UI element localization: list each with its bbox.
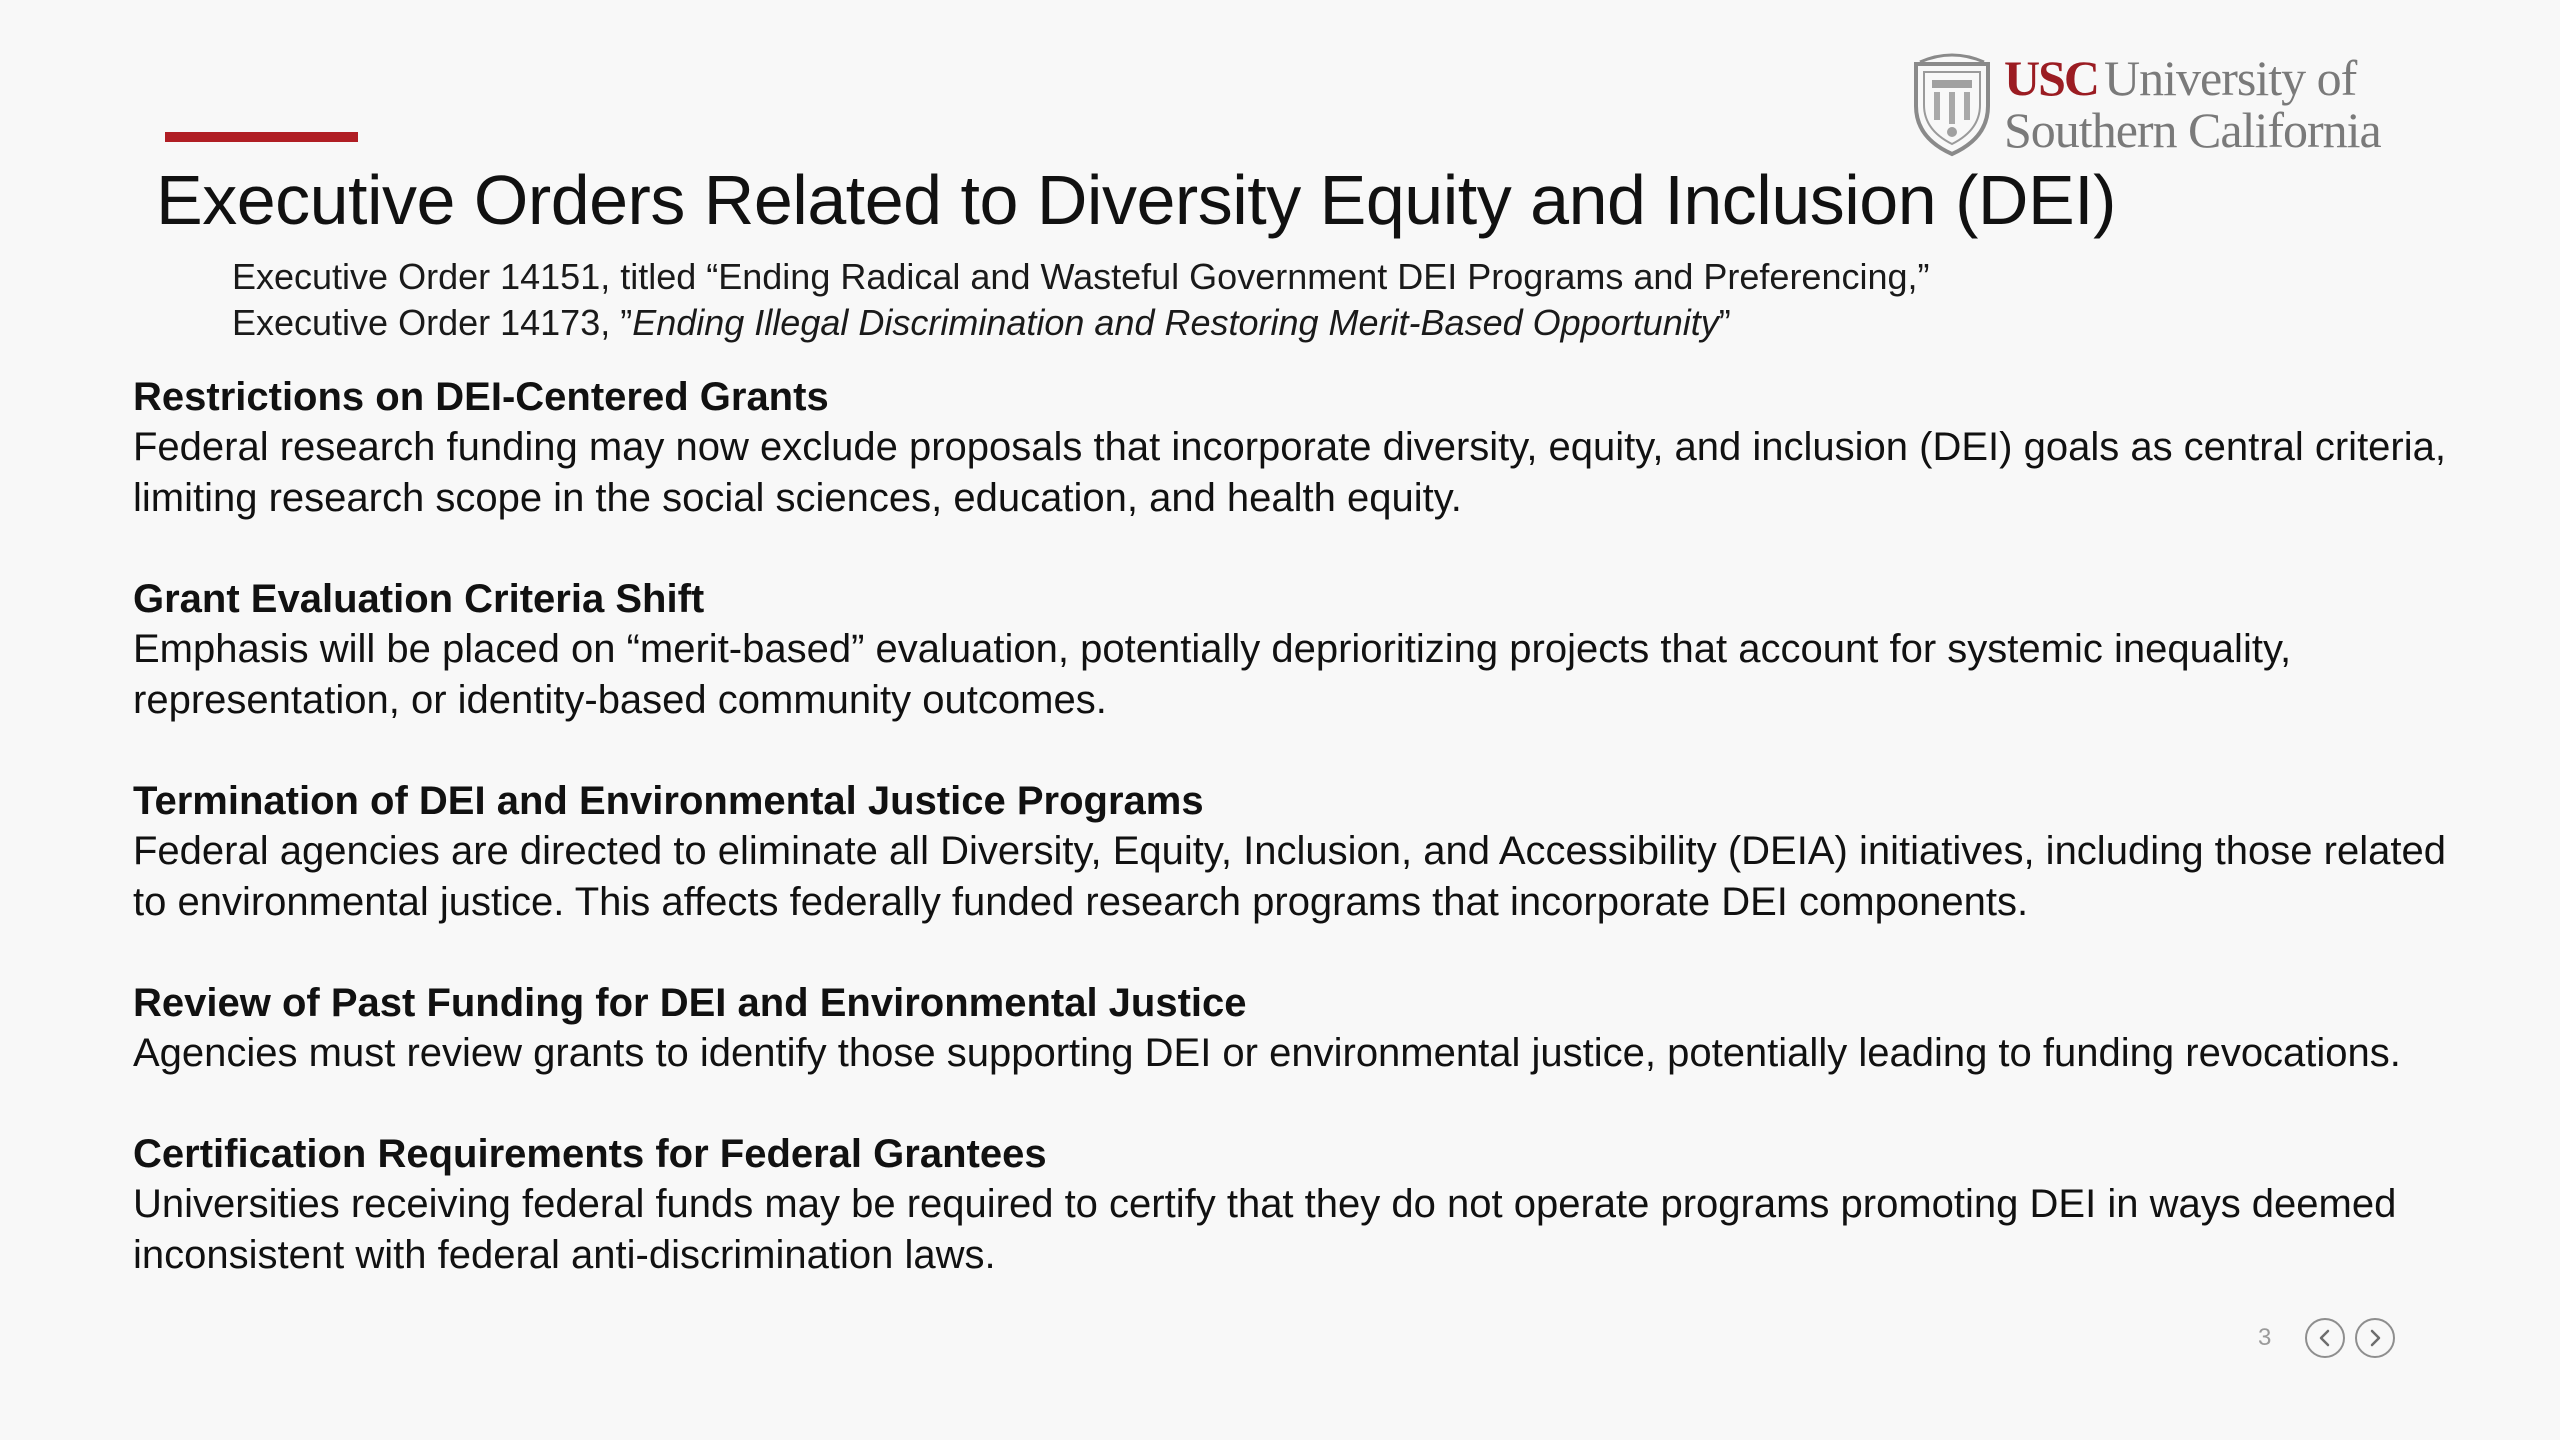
- section-heading: Certification Requirements for Federal Grantees: [133, 1132, 1047, 1176]
- section-review: [133, 978, 2453, 1079]
- section-body: Emphasis will be placed on “merit-based” evaluation, potentially deprioritizing projects that account for systemic inequality, representation, or identity-based community outcomes.: [133, 627, 2292, 722]
- wordmark-line2: Southern California: [2004, 102, 2381, 158]
- chevron-right-icon: [2365, 1328, 2385, 1348]
- chevron-left-icon: [2315, 1328, 2335, 1348]
- wordmark-line1: University of: [2104, 50, 2357, 106]
- section-certification: [133, 1129, 2453, 1281]
- slide-subtitle: [232, 254, 2432, 346]
- section-heading: Review of Past Funding for DEI and Environmental Justice: [133, 981, 1247, 1025]
- slide-pager: [2258, 1318, 2395, 1358]
- usc-wordmark: [2004, 50, 2381, 158]
- content-sections: [133, 372, 2453, 1331]
- usc-letters: USC: [2004, 50, 2099, 106]
- section-heading: Restrictions on DEI-Centered Grants: [133, 375, 829, 419]
- slide-title: Executive Orders Related to Diversity Equity and Inclusion (DEI): [156, 161, 2116, 239]
- section-body: Federal agencies are directed to eliminate all Diversity, Equity, Inclusion, and Accessibility (DEIA) initiatives, including those related to environmental justice. This affects federally funded research programs that incorporate DEI components.: [133, 829, 2446, 924]
- usc-logo: [1910, 48, 2400, 160]
- subtitle-line-2: [232, 300, 2432, 346]
- subtitle-line-1: Executive Order 14151, titled “Ending Radical and Wasteful Government DEI Programs and Preferencing,”: [232, 256, 1930, 297]
- next-slide-button[interactable]: [2355, 1318, 2395, 1358]
- section-body: Agencies must review grants to identify those supporting DEI or environmental justice, potentially leading to funding revocations.: [133, 1031, 2401, 1075]
- subtitle-line-2-suffix: ”: [1718, 302, 1731, 343]
- section-heading: Termination of DEI and Environmental Justice Programs: [133, 779, 1204, 823]
- section-evaluation-shift: [133, 574, 2453, 726]
- section-termination: [133, 776, 2453, 928]
- title-accent-bar: [165, 132, 358, 142]
- section-body: Federal research funding may now exclude proposals that incorporate diversity, equity, and inclusion (DEI) goals as central criteria, limiting research scope in the social sciences, education, and health equity.: [133, 425, 2446, 520]
- section-body: Universities receiving federal funds may be required to certify that they do not operate programs promoting DEI in ways deemed inconsistent with federal anti-discrimination laws.: [133, 1182, 2397, 1277]
- section-restrictions: [133, 372, 2453, 524]
- page-number: 3: [2258, 1324, 2272, 1351]
- subtitle-line-2-italic: Ending Illegal Discrimination and Restoring Merit-Based Opportunity: [632, 302, 1719, 343]
- section-heading: Grant Evaluation Criteria Shift: [133, 577, 705, 621]
- usc-seal-icon: [1910, 50, 1994, 158]
- previous-slide-button[interactable]: [2305, 1318, 2345, 1358]
- subtitle-line-2-prefix: Executive Order 14173, ”: [232, 302, 633, 343]
